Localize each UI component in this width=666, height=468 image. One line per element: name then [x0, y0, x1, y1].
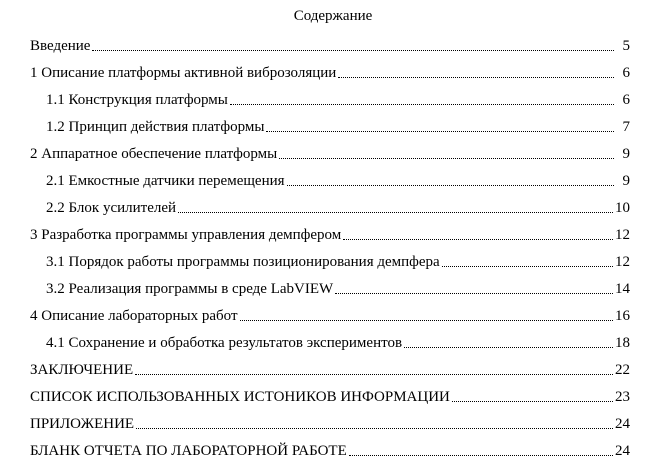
toc-entry[interactable] [30, 244, 630, 271]
toc-entry[interactable] [30, 352, 630, 379]
toc-entry[interactable] [30, 298, 630, 325]
toc-leader-dots [338, 76, 614, 78]
toc-entry-page-number: 7 [622, 119, 630, 135]
toc-leader-dots [404, 346, 613, 348]
toc-entry-page-number: 6 [622, 65, 630, 81]
toc-entry-page-number: 5 [622, 38, 630, 54]
toc-leader-dots [287, 184, 614, 186]
toc-entry-page-number: 24 [615, 416, 630, 432]
toc-entry-label: 2 Аппаратное обеспечение платформы [30, 146, 278, 162]
toc-entry-label: 1.2 Принцип действия платформы [46, 119, 265, 135]
toc-entry[interactable] [30, 190, 630, 217]
toc-entry[interactable] [30, 82, 630, 109]
toc-entry[interactable] [30, 217, 630, 244]
toc-leader-dots [230, 103, 614, 105]
toc-entry-page-number: 9 [622, 173, 630, 189]
toc-entry-label: 1.1 Конструкция платформы [46, 92, 228, 108]
toc-entry[interactable] [30, 55, 630, 82]
toc-entry[interactable] [30, 28, 630, 55]
toc-leader-dots [279, 157, 614, 159]
toc-entry-page-number: 12 [615, 227, 630, 243]
toc-entry[interactable] [30, 163, 630, 190]
toc-entry-label: ПРИЛОЖЕНИЕ [30, 416, 135, 432]
toc-entry-label: 3 Разработка программы управления демпфером [30, 227, 342, 243]
toc-leader-dots [240, 319, 613, 321]
toc-entry-label: БЛАНК ОТЧЕТА ПО ЛАБОРАТОРНОЙ РАБОТЕ [30, 443, 347, 459]
toc-entry[interactable] [30, 109, 630, 136]
toc-entry-label: 2.2 Блок усилителей [46, 200, 177, 216]
toc-entry[interactable] [30, 271, 630, 298]
toc-entry[interactable] [30, 433, 630, 460]
toc-entry-page-number: 22 [615, 362, 630, 378]
toc-entry-label: 2.1 Емкостные датчики перемещения [46, 173, 285, 189]
toc-leader-dots [92, 49, 614, 51]
toc-entry[interactable] [30, 406, 630, 433]
toc-entry-label: 4.1 Сохранение и обработка результатов экспериментов [46, 335, 403, 351]
toc-title: Содержание [293, 8, 373, 24]
toc-entry-label: 4 Описание лабораторных работ [30, 308, 238, 324]
toc-entry-label: 3.2 Реализация программы в среде LabVIEW [46, 281, 334, 297]
toc-entry[interactable] [30, 379, 630, 406]
toc-leader-dots [135, 373, 613, 375]
toc-entry-page-number: 24 [615, 443, 630, 459]
toc-entry-page-number: 9 [622, 146, 630, 162]
toc-leader-dots [349, 454, 613, 456]
toc-entry-page-number: 14 [615, 281, 630, 297]
toc-entry-label: 1 Описание платформы активной виброзоляции [30, 65, 337, 81]
toc-entry-label: 3.1 Порядок работы программы позиционирования демпфера [46, 254, 440, 270]
toc-leader-dots [452, 400, 613, 402]
toc-leader-dots [442, 265, 613, 267]
toc-leader-dots [178, 211, 613, 213]
toc-entry-label: ЗАКЛЮЧЕНИЕ [30, 362, 134, 378]
toc-entry-page-number: 23 [615, 389, 630, 405]
toc-entry-label: СПИСОК ИСПОЛЬЗОВАННЫХ ИСТОНИКОВ ИНФОРМАЦИИ [30, 389, 450, 405]
toc-leader-dots [266, 130, 614, 132]
toc-entry[interactable] [30, 136, 630, 163]
toc-leader-dots [343, 238, 613, 240]
toc-entry[interactable] [30, 325, 630, 352]
toc-entry-page-number: 6 [622, 92, 630, 108]
toc-entry-page-number: 18 [615, 335, 630, 351]
toc-entry-page-number: 16 [615, 308, 630, 324]
toc-entry-page-number: 12 [615, 254, 630, 270]
toc-entry-label: Введение [30, 38, 91, 54]
toc-list [30, 28, 630, 460]
toc-entry-page-number: 10 [615, 200, 630, 216]
toc-leader-dots [335, 292, 613, 294]
toc-leader-dots [136, 427, 613, 429]
